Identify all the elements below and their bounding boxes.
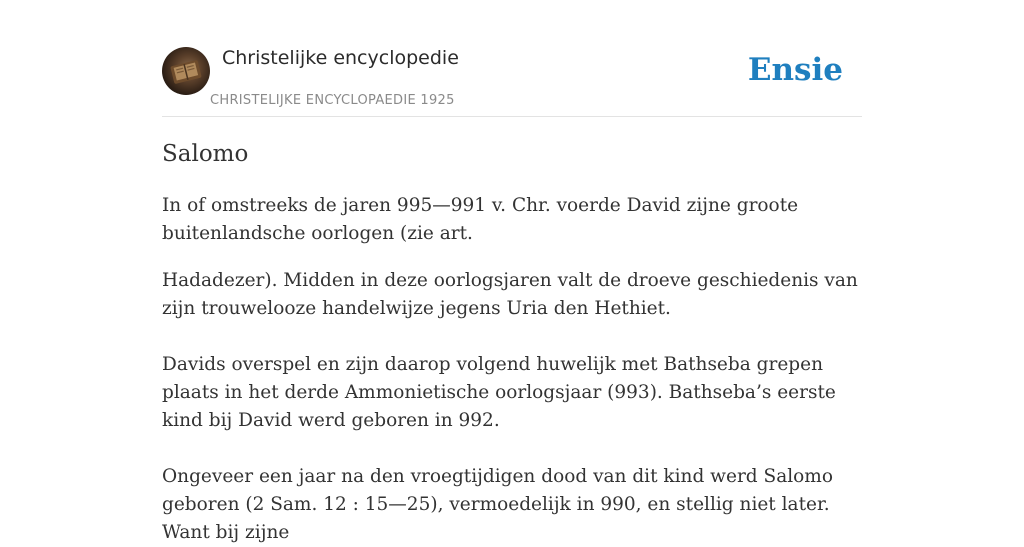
article-paragraph: In of omstreeks de jaren 995—991 v. Chr. voerde David zijne groote buitenlandsche oorlogen (zie art.: [162, 195, 799, 244]
article-body: [162, 192, 862, 547]
book-image-icon: [162, 47, 210, 95]
article-paragraph: Davids overspel en zijn daarop volgend huwelijk met Bathseba grepen plaats in het derde Ammonietische oorlogsjaar (993). Bathseba’s eerste kind bij David werd geboren in 992.: [162, 354, 836, 431]
article-paragraph: Hadadezer). Midden in deze oorlogsjaren valt de droeve geschiedenis van zijn trouwelooze handelwijze jegens Uria den Hethiet.: [162, 270, 858, 319]
article-title: Salomo: [162, 141, 249, 167]
source-subtitle: CHRISTELIJKE ENCYCLOPAEDIE 1925: [210, 93, 455, 108]
source-avatar[interactable]: [162, 47, 210, 95]
brand-logo-link[interactable]: Ensie: [747, 52, 843, 88]
article-paragraph: Ongeveer een jaar na den vroegtijdigen dood van dit kind werd Salomo geboren (2 Sam. 12 : 15—25), vermoedelijk in 990, en stellig niet later. Want bij zijne: [162, 466, 833, 543]
header: [162, 0, 862, 117]
source-title[interactable]: Christelijke encyclopedie: [222, 47, 459, 69]
page: [162, 0, 862, 543]
